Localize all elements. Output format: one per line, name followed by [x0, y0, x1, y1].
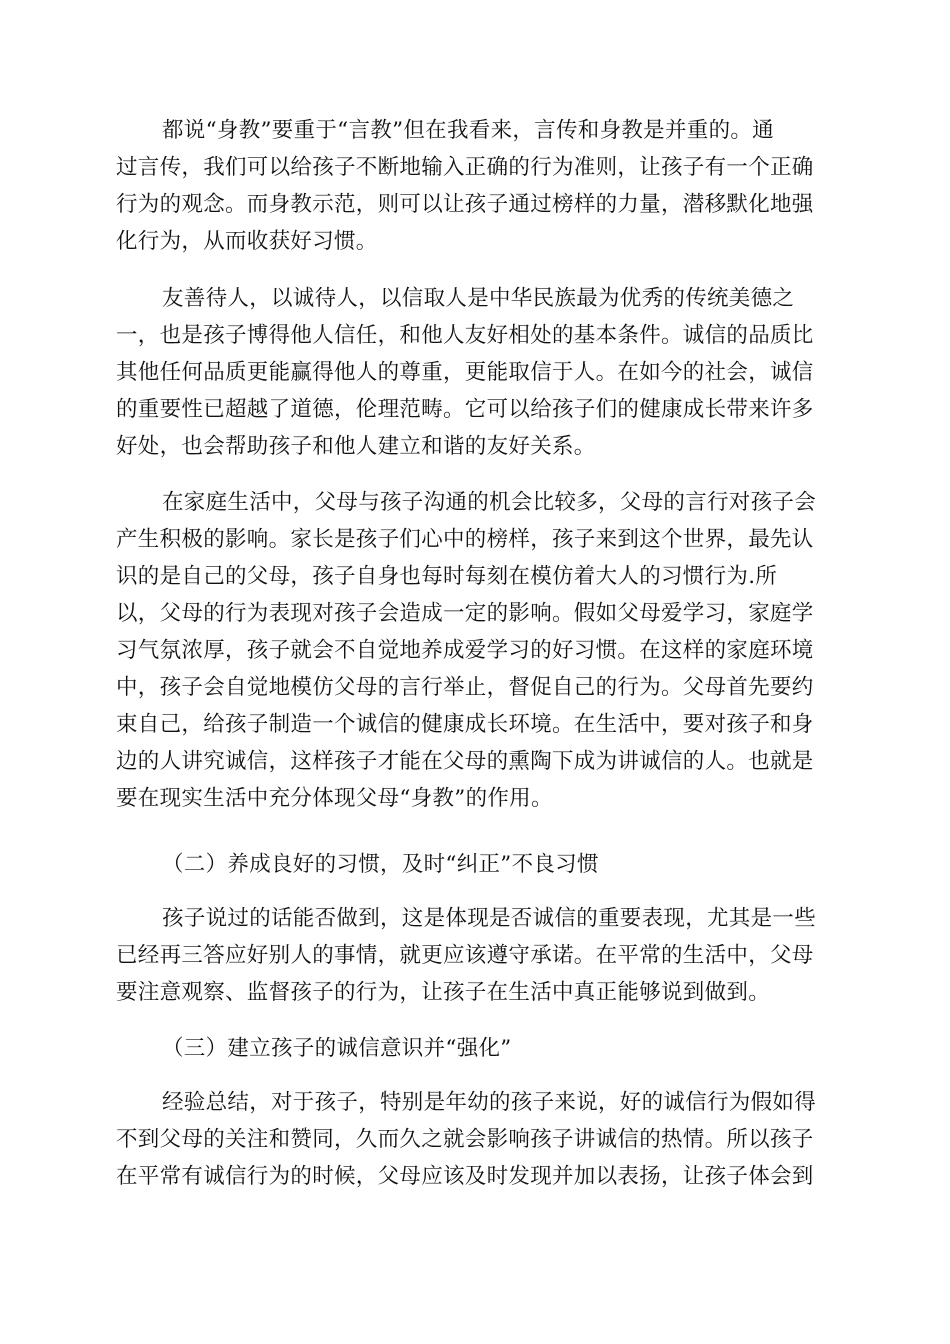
text-line: 行为的观念。而身教示范，则可以让孩子通过榜样的力量，潜移默化地强 — [116, 192, 814, 217]
heading-text: （三）建立孩子的诚信意识并“强化” — [162, 1036, 512, 1061]
paragraph-5 — [116, 1084, 836, 1195]
text-line: 好处，也会帮助孩子和他人建立和谐的友好关系。 — [116, 434, 596, 459]
paragraph-2 — [116, 280, 836, 465]
text-line: 友善待人，以诚待人，以信取人是中华民族最为优秀的传统美德之 — [162, 286, 795, 311]
text-line: 不到父母的关注和赞同，久而久之就会影响孩子讲诚信的热情。所以孩子 — [116, 1127, 814, 1152]
text-line: 习气氛浓厚，孩子就会不自觉地养成爱学习的好习惯。在这样的家庭环境 — [116, 638, 814, 663]
text-line: 要在现实生活中充分体现父母“身教”的作用。 — [116, 786, 553, 811]
text-line: 在家庭生活中，父母与孩子沟通的机会比较多，父母的言行对孩子会 — [162, 490, 817, 515]
text-line: 识的是自己的父母，孩子自身也每时每刻在模仿着大人的习惯行为.所 — [116, 564, 778, 589]
text-line: 以，父母的行为表现对孩子会造成一定的影响。假如父母爱学习，家庭学 — [116, 601, 814, 626]
text-line: 其他任何品质更能赢得他人的尊重，更能取信于人。在如今的社会，诚信 — [116, 360, 814, 385]
text-line: 束自己，给孩子制造一个诚信的健康成长环境。在生活中，要对孩子和身 — [116, 712, 814, 737]
paragraph-4 — [116, 900, 836, 1011]
text-line: 一，也是孩子博得他人信任，和他人友好相处的基本条件。诚信的品质比 — [116, 323, 814, 348]
text-line: 边的人讲究诚信，这样孩子才能在父母的熏陶下成为讲诚信的人。也就是 — [116, 749, 814, 774]
text-line: 孩子说过的话能否做到，这是体现是否诚信的重要表现，尤其是一些 — [162, 906, 817, 931]
text-line: 在平常有诚信行为的时候，父母应该及时发现并加以表扬，让孩子体会到 — [116, 1164, 814, 1189]
text-line: 中，孩子会自觉地模仿父母的言行举止，督促自己的行为。父母首先要约 — [116, 675, 814, 700]
paragraph-1 — [116, 112, 836, 260]
text-line: 都说“身教”要重于“言教”但在我看来，言传和身教是并重的。通 — [162, 118, 774, 143]
heading-text: （二）养成良好的习惯，及时“纠正”不良习惯 — [162, 852, 599, 877]
text-line: 产生积极的影响。家长是孩子们心中的榜样，孩子来到这个世界，最先认 — [116, 527, 814, 552]
text-line: 经验总结，对于孩子，特别是年幼的孩子来说，好的诚信行为假如得 — [162, 1090, 817, 1115]
section-heading-3 — [116, 1030, 836, 1067]
text-line: 的重要性已超越了道德，伦理范畴。它可以给孩子们的健康成长带来许多 — [116, 397, 814, 422]
section-heading-2 — [116, 846, 836, 883]
text-line: 化行为，从而收获好习惯。 — [116, 229, 378, 254]
paragraph-3 — [116, 484, 836, 817]
text-line: 过言传，我们可以给孩子不断地输入正确的行为准则，让孩子有一个正确 — [116, 155, 814, 180]
text-line: 已经再三答应好别人的事情，就更应该遵守承诺。在平常的生活中，父母 — [116, 943, 814, 968]
text-line: 要注意观察、监督孩子的行为，让孩子在生活中真正能够说到做到。 — [116, 980, 771, 1005]
